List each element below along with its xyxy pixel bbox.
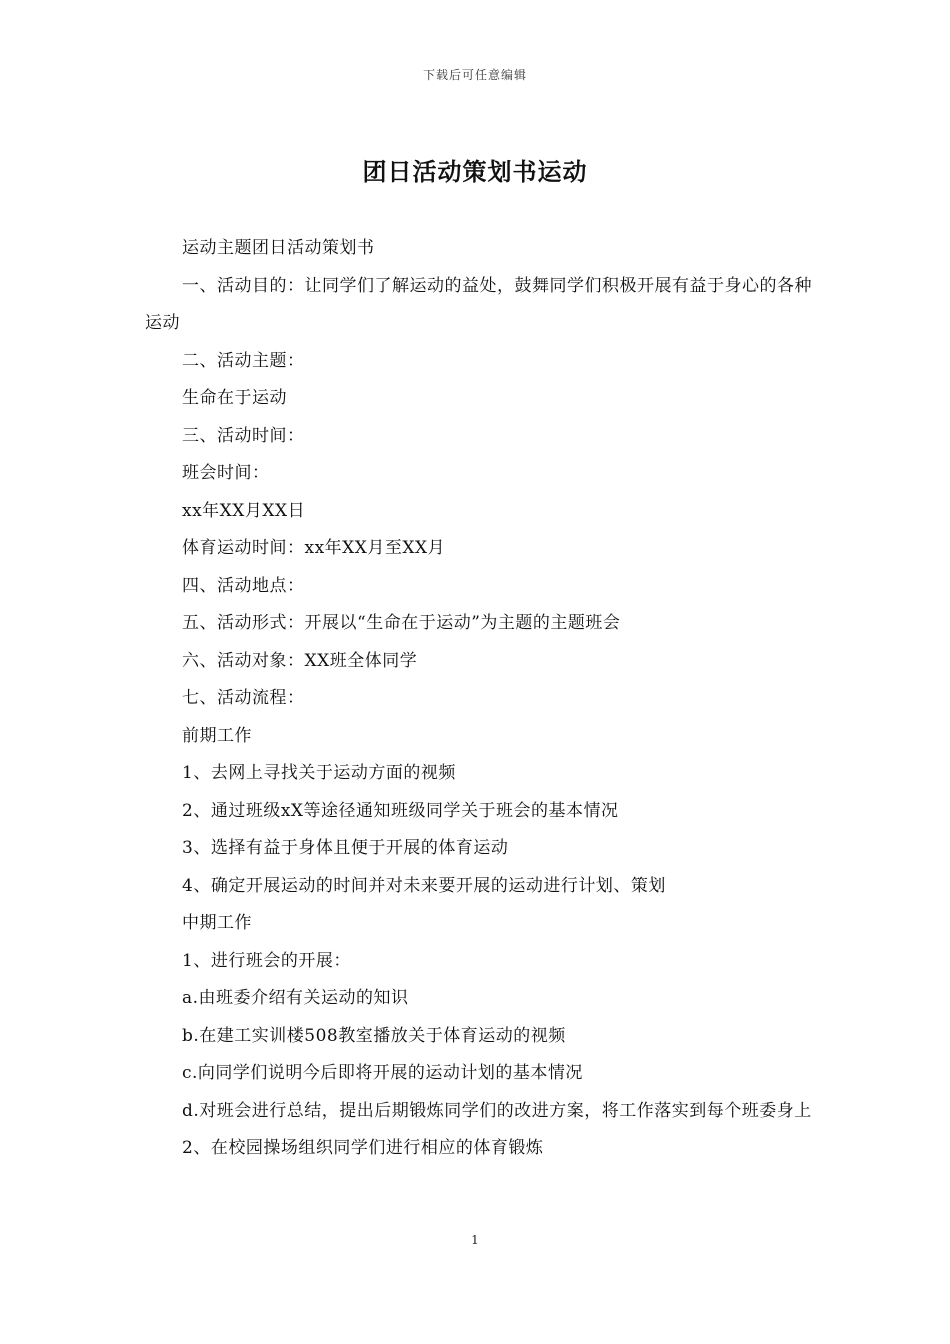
paragraph: 1、进行班会的开展： bbox=[182, 950, 351, 971]
paragraph: 体育运动时间：xx年XX月至XX月 bbox=[182, 538, 446, 558]
paragraph: xx年XX月XX日 bbox=[182, 500, 306, 521]
paragraph: 五、活动形式：开展以“生命在于运动”为主题的主题班会 bbox=[182, 613, 621, 633]
document-title: 团日活动策划书运动 bbox=[362, 157, 588, 186]
page-number: 1 bbox=[471, 1233, 479, 1247]
paragraph: 中期工作 bbox=[182, 913, 252, 933]
paragraph: 3、选择有益于身体且便于开展的体育运动 bbox=[182, 838, 509, 858]
paragraph: 七、活动流程： bbox=[182, 688, 305, 708]
paragraph: 4、确定开展运动的时间并对未来要开展的运动进行计划、策划 bbox=[182, 875, 666, 896]
paragraph: 前期工作 bbox=[182, 725, 252, 746]
paragraph: 1、去网上寻找关于运动方面的视频 bbox=[182, 763, 456, 783]
paragraph: 班会时间： bbox=[182, 463, 270, 483]
paragraph: c.向同学们说明今后即将开展的运动计划的基本情况 bbox=[182, 1063, 583, 1083]
paragraph: d.对班会进行总结，提出后期锻炼同学们的改进方案，将工作落实到每个班委身上 bbox=[182, 1100, 812, 1121]
paragraph: 生命在于运动 bbox=[182, 388, 287, 408]
paragraph: 2、在校园操场组织同学们进行相应的体育锻炼 bbox=[182, 1138, 544, 1158]
paragraph: 四、活动地点： bbox=[182, 575, 305, 596]
paragraph: 运动主题团日活动策划书 bbox=[182, 238, 375, 258]
paragraph: a.由班委介绍有关运动的知识 bbox=[182, 988, 409, 1008]
paragraph: 2、通过班级xX等途径通知班级同学关于班会的基本情况 bbox=[182, 800, 619, 821]
paragraph: 六、活动对象：XX班全体同学 bbox=[182, 650, 418, 671]
document-body bbox=[145, 230, 813, 1168]
paragraph: 三、活动时间： bbox=[182, 425, 305, 446]
header-note: 下载后可任意编辑 bbox=[422, 68, 527, 82]
paragraph: 二、活动主题： bbox=[182, 350, 305, 371]
paragraph: b.在建工实训楼508教室播放关于体育运动的视频 bbox=[182, 1025, 566, 1046]
paragraph: 一、活动目的：让同学们了解运动的益处，鼓舞同学们积极开展有益于身心的各种运动 bbox=[145, 275, 812, 333]
